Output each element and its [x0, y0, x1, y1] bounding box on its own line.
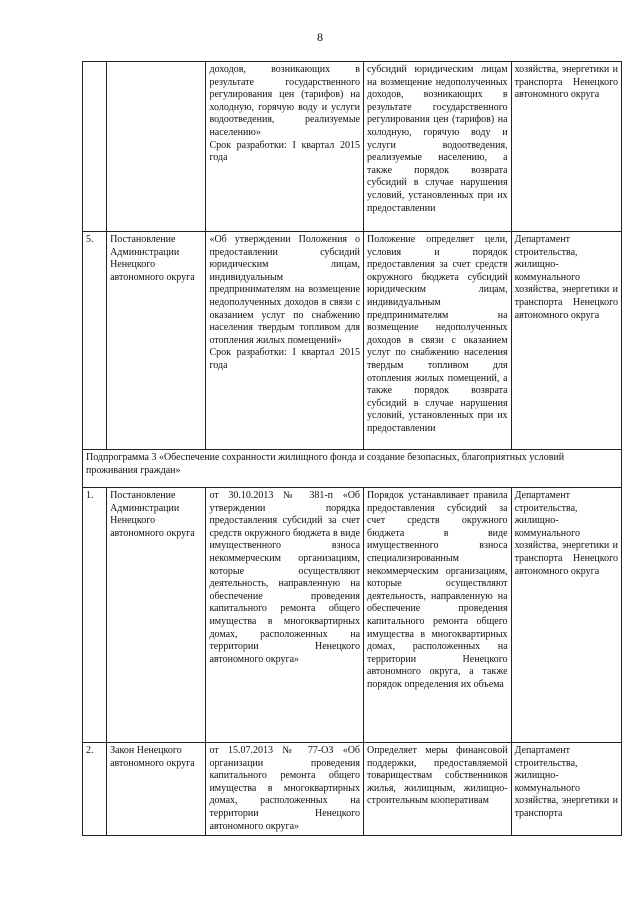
document-title: «Об утверждении Положения о предоставлении субсидий юридическим лицам, индивидуальным предпринимателям на возмещение недополученных доходов в связи с оказанием услуг по снабжению населения твердым топливом для отопления жилых помещений» — [209, 234, 361, 346]
document-title-cell — [206, 488, 364, 743]
document-content: Положение определяет цели, условия и порядок предоставления за счет средств окружного бюджета субсидий юридическим лицам, индивидуальным предпринимателям на возмещение недополученных доходов в связи с оказанием услуг по снабжению населения твердым топливом для отопления жилых помещений, а также порядок возврата субсидий в случае нарушения условий, установленных при их предоставлении — [364, 232, 512, 450]
document-title: доходов, возникающих в результате государственного регулирования цен (тарифов) на холодную, горячую воду и услуги водоотведения, реализуемые населению» — [209, 64, 361, 138]
responsible-executor: Департамент строительства, жилищно-коммунального хозяйства, энергетики и транспорта Ненецкого автономного округа — [511, 488, 621, 743]
document-type: Постановление Администрации Ненецкого автономного округа — [107, 232, 206, 450]
document-type — [107, 62, 206, 232]
table-row — [83, 743, 622, 836]
document-title: от 15.07.2013 № 77-ОЗ «Об организации проведения капитального ремонта общего имущества в многоквартирных домах, расположенных на территории Ненецкого автономного округа» — [209, 745, 361, 832]
document-content: Порядок устанавливает правила предоставления субсидий за счет средств окружного бюджета в виде имущественного взноса специализированным некоммерческим организациям, которые осуществляют деятельность, направленную на обеспечение проведения капитального ремонта общего имущества в многоквартирных домах, расположенных на территории Ненецкого автономного округа, а также порядок определения их объема — [364, 488, 512, 743]
document-title-cell — [206, 743, 364, 836]
row-number: 5. — [83, 232, 107, 450]
table-row — [83, 232, 622, 450]
document-type: Закон Ненецкого автономного округа — [107, 743, 206, 836]
responsible-executor: Департамент строительства, жилищно-коммунального хозяйства, энергетики и транспорта Ненецкого автономного округа — [511, 232, 621, 450]
document-title-cell — [206, 62, 364, 232]
row-number: 2. — [83, 743, 107, 836]
document-content: Определяет меры финансовой поддержки, предоставляемой товариществам собственников жилья, жилищным, жилищно-строительным кооперативам — [364, 743, 512, 836]
subprogram-row — [83, 450, 622, 488]
document-type: Постановление Администрации Ненецкого автономного округа — [107, 488, 206, 743]
table-row — [83, 62, 622, 232]
measures-table — [82, 61, 622, 836]
document-content: субсидий юридическим лицам на возмещение недополученных доходов, возникающих в результате государственного регулирования цен (тарифов) на холодную, горячую воду и услуги водоотведения, реализуемые населению, а также порядок возврата субсидий в случае нарушения условий, установленных при их предоставлении — [364, 62, 512, 232]
document-title-cell — [206, 232, 364, 450]
responsible-executor: хозяйства, энергетики и транспорта Ненецкого автономного округа — [511, 62, 621, 232]
row-number: 1. — [83, 488, 107, 743]
page-number: 8 — [317, 30, 323, 44]
responsible-executor: Департамент строительства, жилищно-коммунального хозяйства, энергетики и транспорта — [511, 743, 621, 836]
document-deadline: Срок разработки: I квартал 2015 года — [209, 347, 361, 371]
document-title: от 30.10.2013 № 381-п «Об утверждении порядка предоставления субсидий за счет средств окружного бюджета в виде имущественного взноса некоммерческим организациям, которые осуществляют деятельность, направленную на обеспечение проведения капитального ремонта общего имущества в многоквартирных домах, расположенных на территории Ненецкого автономного округа» — [209, 490, 361, 665]
subprogram-heading: Подпрограмма 3 «Обеспечение сохранности жилищного фонда и создание безопасных, благоприятных условий проживания граждан» — [83, 450, 622, 488]
document-deadline: Срок разработки: I квартал 2015 года — [209, 139, 361, 164]
row-number — [83, 62, 107, 232]
table-row — [83, 488, 622, 743]
